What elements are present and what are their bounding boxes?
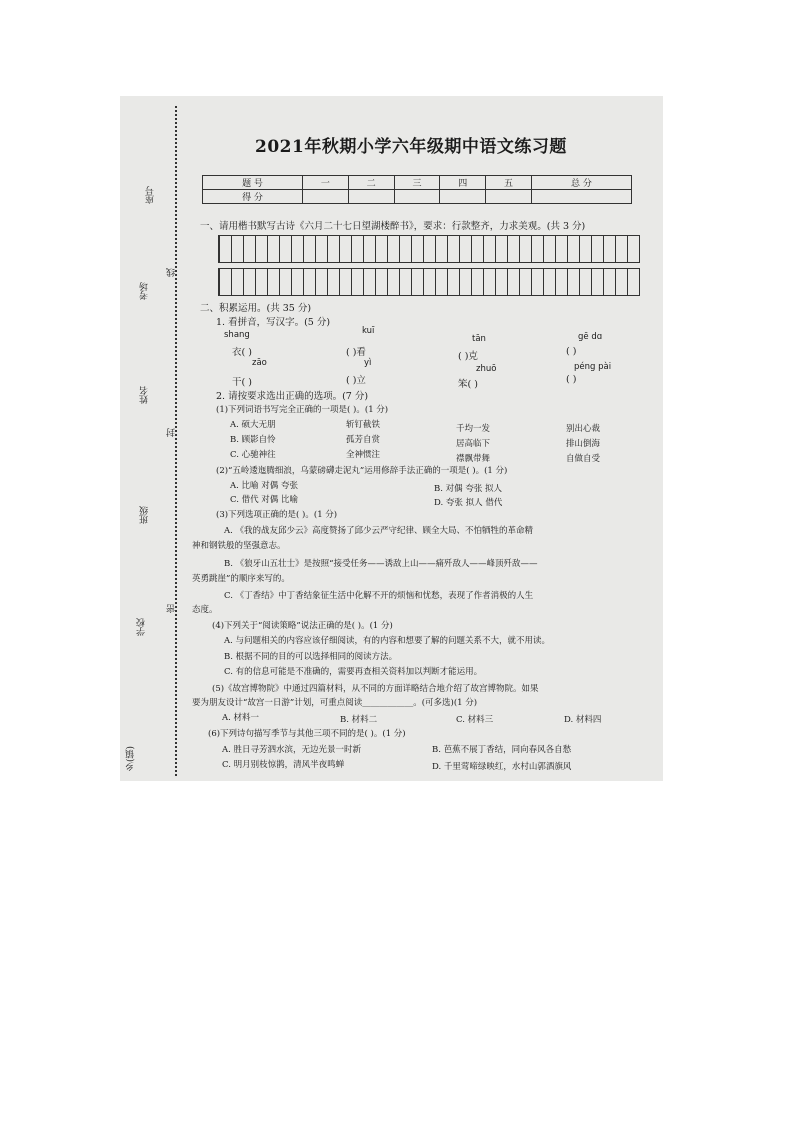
option: 别出心裁 [566, 424, 601, 434]
score-cell-empty [303, 190, 349, 204]
section-1-heading: 一、请用楷书默写古诗《六月二十七日望湖楼醉书》，要求：行款整齐，力求美观。(共 3 分) [200, 221, 586, 232]
option: 自做自受 [566, 454, 601, 464]
option: 斩钉截铁 [346, 420, 381, 430]
option: D. 千里莺啼绿映红，水村山郭酒旗风 [432, 762, 572, 772]
option: A. 比喻 对偶 夸张 [230, 481, 298, 491]
q1-blank: ( ) [566, 346, 577, 357]
score-cell: 一 [303, 176, 349, 190]
q2-3-option-c: C. 《丁香结》中丁香结象征生活中化解不开的烦恼和忧愁，表现了作者消极的人生 [224, 591, 534, 601]
side-label-town: 乡(镇) [126, 746, 136, 772]
option: 孤芳自赏 [346, 435, 381, 445]
score-cell: 四 [440, 176, 486, 190]
score-cell: 题 号 [203, 176, 303, 190]
section-2-heading: 二、积累运用。(共 35 分) [200, 303, 312, 314]
q2-3-option-a-cont: 神和钢铁般的坚强意志。 [192, 541, 286, 551]
q2-3-stem: (3)下列选项正确的是( )。(1 分) [216, 510, 338, 520]
option: B. 材料二 [340, 715, 378, 725]
q2-3-option-a: A. 《我的战友邱少云》高度赞扬了邱少云严守纪律、顾全大局、不怕牺牲的革命精 [224, 526, 534, 536]
score-table-header-row [203, 176, 632, 190]
pinyin: shang [224, 330, 250, 340]
side-label-secret: 密 [167, 604, 177, 613]
score-cell: 三 [394, 176, 440, 190]
q2-1-stem: (1)下列词语书写完全正确的一项是( )。(1 分) [216, 405, 389, 415]
pinyin: tān [472, 334, 486, 344]
option: 襟飘带舞 [456, 454, 491, 464]
q1-blank: ( ) [566, 374, 577, 385]
q2-3-option-c-cont: 态度。 [192, 605, 218, 615]
exam-title: 2021年秋期小学六年级期中语文练习题 [255, 137, 567, 157]
option: B. 芭蕉不展丁香结，同向春风各自愁 [432, 745, 572, 755]
q1-heading: 1. 看拼音，写汉字。(5 分) [216, 317, 331, 328]
score-cell-empty [486, 190, 532, 204]
score-cell-empty [394, 190, 440, 204]
score-table-score-row [203, 190, 632, 204]
side-label-school: 学校 [137, 618, 147, 636]
option: 排山倒海 [566, 439, 601, 449]
option: C. 心驰神往 [230, 450, 276, 460]
q2-5-stem: (5)《故宫博物院》中通过四篇材料，从不同的方面详略结合地介绍了故宫博物院。如果 [212, 684, 539, 694]
option: B. 顾影自怜 [230, 435, 276, 445]
score-cell-empty [440, 190, 486, 204]
option: C. 借代 对偶 比喻 [230, 495, 299, 505]
q1-blank: ( )克 [458, 351, 478, 362]
option: A. 硕大无朋 [230, 420, 276, 430]
q2-3-option-b: B. 《狼牙山五壮士》是按照“接受任务——诱敌上山——痛歼敌人——峰顶歼敌—— [224, 559, 538, 569]
option: 全神惯注 [346, 450, 381, 460]
option: A. 材料一 [222, 713, 260, 723]
side-label-line: 线 [167, 268, 177, 277]
q2-6-stem: (6)下列诗句描写季节与其他三项不同的是( )。(1 分) [208, 729, 406, 739]
pinyin: zāo [252, 358, 267, 368]
q1-blank: ( )立 [346, 375, 366, 386]
side-label-class: 班级 [140, 506, 150, 524]
option: C. 明月别枝惊鹊，清风半夜鸣蝉 [222, 760, 345, 770]
q1-blank: 笨( ) [458, 379, 478, 390]
side-label-room: 考场 [140, 282, 150, 300]
writing-grid-row-2 [218, 268, 640, 296]
pinyin: gē dɑ [578, 332, 603, 342]
option: D. 材料四 [564, 715, 602, 725]
q2-3-option-b-cont: 英勇跳崖”的顺序来写的。 [192, 574, 290, 584]
q1-blank: 衣( ) [232, 347, 252, 358]
option: C. 材料三 [456, 715, 494, 725]
side-label-seat: 座号 [146, 186, 156, 204]
writing-grid-row-1 [218, 235, 640, 263]
score-table [202, 175, 632, 204]
q2-5-stem-cont: 要为朋友设计“故宫一日游”计划，可重点阅读____________。(可多选)(1 分) [192, 698, 478, 708]
side-label-seal: 封 [167, 428, 177, 437]
q2-4-stem: (4)下列关于“阅读策略”说法正确的是( )。(1 分) [212, 621, 393, 631]
score-cell: 五 [486, 176, 532, 190]
option: 居高临下 [456, 439, 491, 449]
q2-heading: 2. 请按要求选出正确的选项。(7 分) [216, 391, 369, 402]
q2-2-stem: (2)“五岭逶迤腾细浪，乌蒙磅礴走泥丸”运用修辞手法正确的一项是( )。(1 分) [216, 466, 508, 476]
option: 千均一发 [456, 424, 491, 434]
pinyin: yì [364, 358, 372, 368]
q1-blank: 干( ) [232, 377, 252, 388]
score-cell: 二 [348, 176, 394, 190]
option: A. 胜日寻芳泗水滨，无边光景一时新 [222, 745, 362, 755]
scanned-exam-photo [120, 96, 663, 781]
pinyin: zhuō [476, 364, 497, 374]
side-label-name: 姓名 [140, 386, 150, 404]
pinyin: kuī [362, 326, 375, 336]
q2-4-option-a: A. 与问题相关的内容应该仔细阅读，有的内容和想要了解的问题关系不大，就不用读。 [224, 636, 551, 646]
binding-dotted-line [175, 106, 177, 776]
score-cell: 得 分 [203, 190, 303, 204]
score-cell-empty [531, 190, 631, 204]
option: B. 对偶 夸张 拟人 [434, 484, 503, 494]
pinyin: péng pài [574, 362, 612, 372]
q1-blank: ( )看 [346, 347, 366, 358]
option: D. 夸张 拟人 借代 [434, 498, 503, 508]
score-cell-empty [348, 190, 394, 204]
q2-4-option-c: C. 有的信息可能是不准确的，需要再查相关资料加以判断才能运用。 [224, 667, 483, 677]
score-cell: 总 分 [531, 176, 631, 190]
q2-4-option-b: B. 根据不同的目的可以选择相同的阅读方法。 [224, 652, 398, 662]
